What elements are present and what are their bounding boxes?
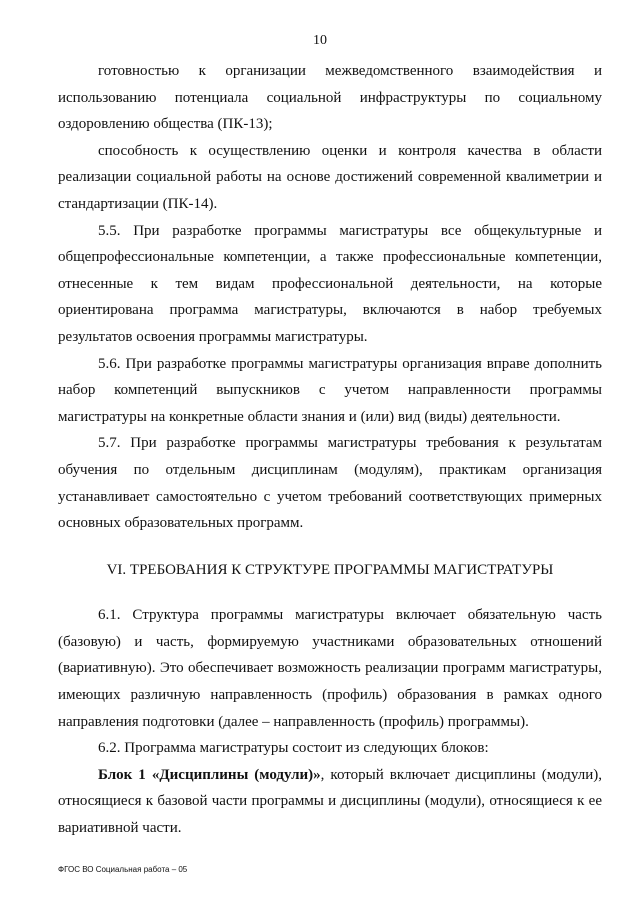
paragraph-6-2: 6.2. Программа магистратуры состоит из следующих блоков: (98, 740, 489, 757)
paragraph-block1 (58, 762, 602, 842)
paragraph-5-6: 5.6. При разработке программы магистратуры организация вправе дополнить набор компетенций выпускников с учетом направленности программы магистратуры на конкретные области знания и (или) вид (виды) деятельности. (58, 355, 602, 425)
footer-note: ФГОС ВО Социальная работа – 05 (58, 865, 188, 874)
document-body (58, 58, 602, 842)
paragraph-5-5: 5.5. При разработке программы магистратуры все общекультурные и общепрофессиональные компетенции, а также профессиональные компетенции, отнесенные к тем видам профессиональной деятельности, на которые ориентирована программа магистратуры, включаются в набор требуемых результатов освоения программы магистратуры. (58, 222, 602, 345)
paragraph-pk13: готовностью к организации межведомственного взаимодействия и использованию потенциала социальной инфраструктуры по социальному оздоровлению общества (ПК-13); (58, 63, 602, 133)
section-heading: VI. ТРЕБОВАНИЯ К СТРУКТУРЕ ПРОГРАММЫ МАГИСТРАТУРЫ (106, 561, 554, 578)
block1-title: Блок 1 «Дисциплины (модули)» (98, 766, 321, 783)
paragraph-pk14: способность к осуществлению оценки и контроля качества в области реализации социальной работы на основе достижений современной квалиметрии и стандартизации (ПК-14). (58, 142, 602, 212)
paragraph-6-1: 6.1. Структура программы магистратуры включает обязательную часть (базовую) и часть, формируемую участниками образовательных отношений (вариативную). Это обеспечивает возможность реализации программ магистратуры, имеющих различную направленность (профиль) образования в рамках одного направления подготовки (далее – направленность (профиль) программы). (58, 607, 602, 730)
paragraph-5-7: 5.7. При разработке программы магистратуры требования к результатам обучения по отдельным дисциплинам (модулям), практикам организация устанавливает самостоятельно с учетом требований соответствующих примерных основных образовательных программ. (58, 435, 602, 532)
block1-text: , который включает дисциплины (модули), относящиеся к базовой части программы и дисциплины (модули), относящиеся к ее вариативной части. (58, 766, 602, 837)
page-number: 10 (313, 33, 327, 48)
